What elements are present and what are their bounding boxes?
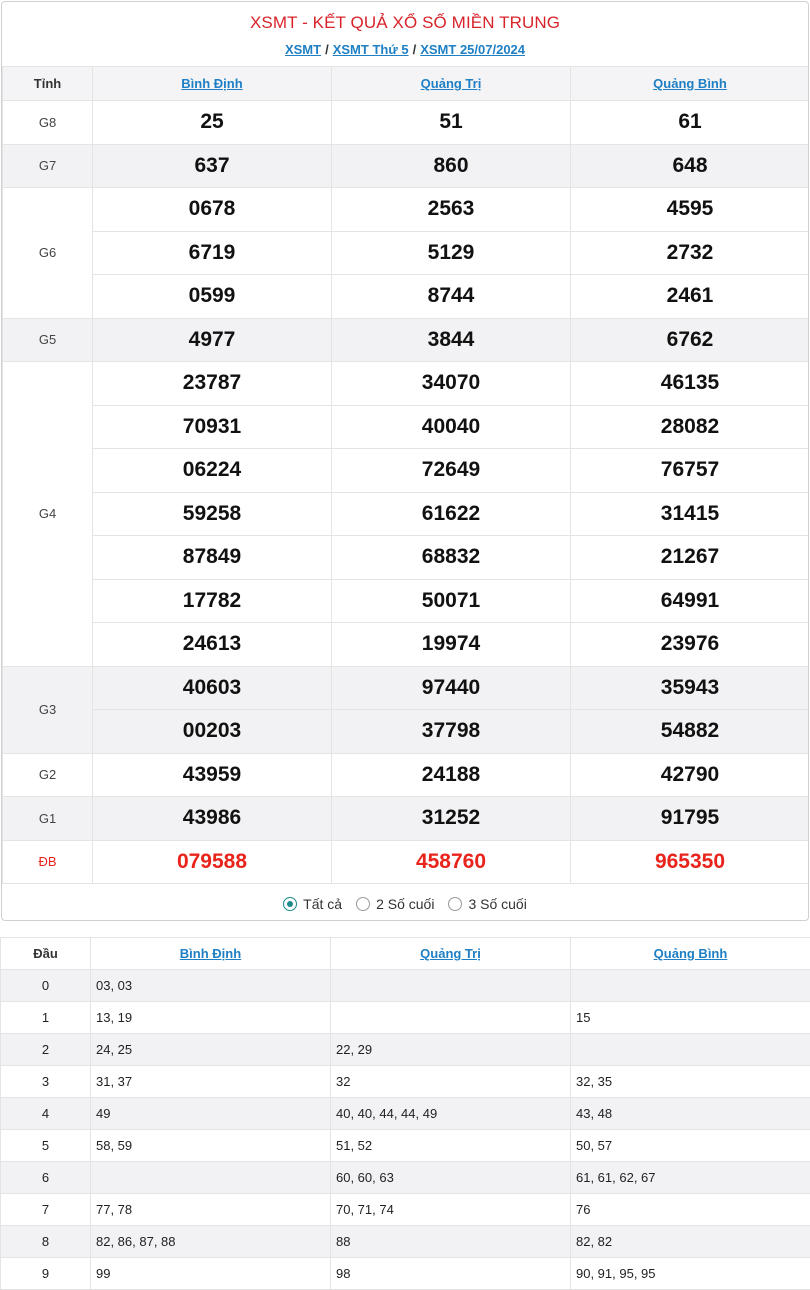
dau-values: 24, 25: [91, 1034, 331, 1066]
prize-number: 24188: [332, 753, 571, 797]
prize-number: 17782: [93, 579, 332, 623]
dau-values: 82, 82: [571, 1226, 810, 1258]
province-link-binh-dinh[interactable]: Bình Định: [181, 76, 243, 91]
prize-number: 59258: [93, 492, 332, 536]
dau-row: [1, 1258, 810, 1290]
dau-table-card: [0, 937, 810, 1290]
prize-number: 00203: [93, 710, 332, 754]
filter-radio-option[interactable]: [283, 896, 342, 912]
prize-label: G8: [3, 101, 93, 145]
dau-province-link-quang-tri[interactable]: Quảng Trị: [420, 946, 481, 961]
prize-number: 51: [332, 101, 571, 145]
dau-digit: 3: [1, 1066, 91, 1098]
dau-row: [1, 970, 810, 1002]
dau-row: [1, 1098, 810, 1130]
radio-circle-icon[interactable]: [356, 897, 370, 911]
prize-number: 8744: [332, 275, 571, 319]
prize-number: 68832: [332, 536, 571, 580]
dau-values: 13, 19: [91, 1002, 331, 1034]
radio-circle-icon[interactable]: [448, 897, 462, 911]
dau-values: 51, 52: [331, 1130, 571, 1162]
prize-row: [3, 492, 810, 536]
prize-number: 64991: [571, 579, 810, 623]
dau-values: 32, 35: [571, 1066, 810, 1098]
dau-values: 31, 37: [91, 1066, 331, 1098]
prize-number: 637: [93, 144, 332, 188]
dau-digit: 4: [1, 1098, 91, 1130]
prize-number: 6762: [571, 318, 810, 362]
dau-row: [1, 1226, 810, 1258]
dau-values: 76: [571, 1194, 810, 1226]
prize-number: 079588: [93, 840, 332, 884]
dau-row: [1, 1162, 810, 1194]
dau-values: 50, 57: [571, 1130, 810, 1162]
prize-number: 2732: [571, 231, 810, 275]
dau-values: 03, 03: [91, 970, 331, 1002]
prize-number: 70931: [93, 405, 332, 449]
dau-values: 49: [91, 1098, 331, 1130]
province-link-quang-binh[interactable]: Quảng Bình: [653, 76, 727, 91]
dau-row: [1, 1066, 810, 1098]
prize-number: 76757: [571, 449, 810, 493]
digit-filter: [2, 884, 808, 921]
prize-row: [3, 188, 810, 232]
filter-option-label: 3 Số cuối: [468, 896, 527, 912]
filter-radio-option[interactable]: [356, 896, 434, 912]
page-title: XSMT - KẾT QUẢ XỔ SỐ MIỀN TRUNG: [249, 13, 561, 32]
prize-number: 31415: [571, 492, 810, 536]
prize-number: 31252: [332, 797, 571, 841]
prize-row: [3, 144, 810, 188]
dau-values: 90, 91, 95, 95: [571, 1258, 810, 1290]
prize-number: 4977: [93, 318, 332, 362]
prize-number: 2563: [332, 188, 571, 232]
prize-row: [3, 579, 810, 623]
dau-column-header: Đầu: [1, 938, 91, 970]
prize-number: 648: [571, 144, 810, 188]
prize-label: G3: [3, 666, 93, 753]
prize-row: [3, 275, 810, 319]
province-header: [332, 67, 571, 101]
prize-row: [3, 318, 810, 362]
dau-digit: 1: [1, 1002, 91, 1034]
dau-values: 43, 48: [571, 1098, 810, 1130]
prize-number: 28082: [571, 405, 810, 449]
prize-number: 34070: [332, 362, 571, 406]
prize-number: 24613: [93, 623, 332, 667]
dau-values: [571, 970, 810, 1002]
prize-number: 23976: [571, 623, 810, 667]
prize-number: 40040: [332, 405, 571, 449]
prize-row: [3, 362, 810, 406]
dau-values: 99: [91, 1258, 331, 1290]
dau-row: [1, 1194, 810, 1226]
prize-label: G1: [3, 797, 93, 841]
prize-number: 35943: [571, 666, 810, 710]
province-column-header: Tỉnh: [3, 67, 93, 101]
dau-values: 15: [571, 1002, 810, 1034]
dau-values: 98: [331, 1258, 571, 1290]
prize-number: 860: [332, 144, 571, 188]
prize-row: [3, 449, 810, 493]
prize-row: [3, 666, 810, 710]
prize-number: 50071: [332, 579, 571, 623]
prize-row: [3, 231, 810, 275]
province-header: [93, 67, 332, 101]
prize-number: 46135: [571, 362, 810, 406]
dau-values: [331, 1002, 571, 1034]
dau-body: [1, 970, 810, 1290]
dau-values: [91, 1162, 331, 1194]
dau-digit: 8: [1, 1226, 91, 1258]
dau-digit: 2: [1, 1034, 91, 1066]
results-table: [2, 66, 809, 884]
prize-label: G4: [3, 362, 93, 667]
prize-number: 0599: [93, 275, 332, 319]
prize-number: 37798: [332, 710, 571, 754]
results-card: [1, 1, 809, 921]
dau-values: 88: [331, 1226, 571, 1258]
prize-number: 61: [571, 101, 810, 145]
radio-circle-icon[interactable]: [283, 897, 297, 911]
dau-table: [0, 937, 810, 1290]
prize-row: [3, 405, 810, 449]
results-header: [2, 2, 808, 66]
prize-number: 40603: [93, 666, 332, 710]
prize-label: ĐB: [3, 840, 93, 884]
prize-number: 87849: [93, 536, 332, 580]
prize-row: [3, 623, 810, 667]
prize-number: 43986: [93, 797, 332, 841]
prize-number: 3844: [332, 318, 571, 362]
prize-row: [3, 710, 810, 754]
dau-row: [1, 1002, 810, 1034]
province-link-quang-tri[interactable]: Quảng Trị: [420, 76, 482, 91]
prize-label: G7: [3, 144, 93, 188]
dau-province-link-quang-binh[interactable]: Quảng Bình: [653, 946, 728, 961]
dau-header-row: [1, 938, 810, 970]
breadcrumb-separator: /: [325, 42, 329, 57]
dau-digit: 6: [1, 1162, 91, 1194]
prize-number: 91795: [571, 797, 810, 841]
prize-number: 06224: [93, 449, 332, 493]
prize-number: 2461: [571, 275, 810, 319]
prize-number: 21267: [571, 536, 810, 580]
prize-number: 6719: [93, 231, 332, 275]
dau-province-link-binh-dinh[interactable]: Bình Định: [179, 946, 242, 961]
prize-number: 72649: [332, 449, 571, 493]
dau-values: 32: [331, 1066, 571, 1098]
dau-digit: 5: [1, 1130, 91, 1162]
prize-number: 458760: [332, 840, 571, 884]
prize-label: G2: [3, 753, 93, 797]
filter-radio-option[interactable]: [448, 896, 526, 912]
dau-values: 61, 61, 62, 67: [571, 1162, 810, 1194]
dau-row: [1, 1034, 810, 1066]
dau-values: 22, 29: [331, 1034, 571, 1066]
prize-number: 97440: [332, 666, 571, 710]
prize-number: 42790: [571, 753, 810, 797]
filter-option-label: 2 Số cuối: [376, 896, 435, 912]
prize-label: G5: [3, 318, 93, 362]
province-header: [571, 67, 810, 101]
prize-row: [3, 840, 810, 884]
filter-option-label: Tất cả: [303, 896, 343, 912]
prize-number: 23787: [93, 362, 332, 406]
breadcrumb-date-link[interactable]: XSMT 25/07/2024: [420, 42, 526, 57]
dau-values: 40, 40, 44, 44, 49: [331, 1098, 571, 1130]
prize-number: 965350: [571, 840, 810, 884]
dau-row: [1, 1130, 810, 1162]
dau-values: 82, 86, 87, 88: [91, 1226, 331, 1258]
prize-number: 25: [93, 101, 332, 145]
prize-number: 43959: [93, 753, 332, 797]
prize-number: 0678: [93, 188, 332, 232]
dau-province-header: [571, 938, 810, 970]
prize-number: 54882: [571, 710, 810, 754]
prize-row: [3, 797, 810, 841]
prize-number: 61622: [332, 492, 571, 536]
results-body: [3, 101, 810, 884]
breadcrumb: [2, 42, 808, 57]
breadcrumb-xsmt-link[interactable]: XSMT: [284, 42, 322, 57]
dau-values: [571, 1034, 810, 1066]
dau-digit: 7: [1, 1194, 91, 1226]
dau-province-header: [91, 938, 331, 970]
prize-row: [3, 536, 810, 580]
breadcrumb-xsmt-thu5-link[interactable]: XSMT Thứ 5: [332, 42, 409, 57]
prize-label: G6: [3, 188, 93, 319]
results-header-row: [3, 67, 810, 101]
dau-values: 77, 78: [91, 1194, 331, 1226]
prize-row: [3, 753, 810, 797]
prize-number: 19974: [332, 623, 571, 667]
dau-province-header: [331, 938, 571, 970]
dau-values: 58, 59: [91, 1130, 331, 1162]
dau-values: 60, 60, 63: [331, 1162, 571, 1194]
prize-row: [3, 101, 810, 145]
dau-digit: 0: [1, 970, 91, 1002]
dau-values: [331, 970, 571, 1002]
prize-number: 4595: [571, 188, 810, 232]
prize-number: 5129: [332, 231, 571, 275]
breadcrumb-separator: /: [412, 42, 417, 57]
dau-values: 70, 71, 74: [331, 1194, 571, 1226]
dau-digit: 9: [1, 1258, 91, 1290]
